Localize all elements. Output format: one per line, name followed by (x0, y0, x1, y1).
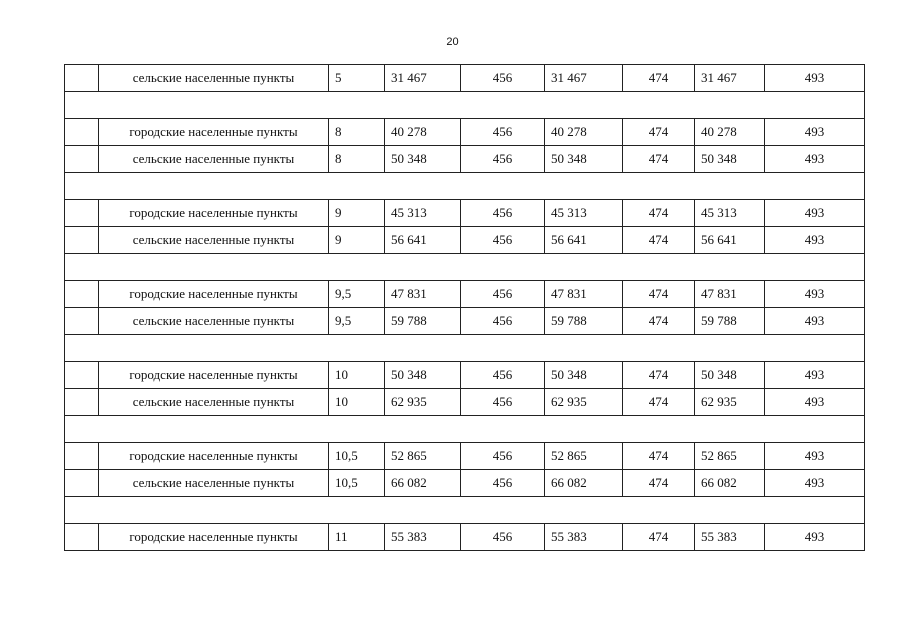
amount-cell-3: 59 788 (695, 308, 765, 335)
amount-cell-1: 50 348 (385, 146, 461, 173)
index-cell (65, 443, 99, 470)
amount-cell-3: 47 831 (695, 281, 765, 308)
code-cell-2: 474 (623, 200, 695, 227)
spacer-row (65, 497, 865, 524)
settlement-type-cell: городские населенные пункты (99, 524, 329, 551)
code-cell-2: 474 (623, 524, 695, 551)
amount-cell-2: 50 348 (545, 146, 623, 173)
code-cell-2: 474 (623, 443, 695, 470)
amount-cell-1: 55 383 (385, 524, 461, 551)
code-cell-3: 493 (765, 389, 865, 416)
settlement-type-cell: городские населенные пункты (99, 362, 329, 389)
code-cell-1: 456 (461, 119, 545, 146)
table-row (65, 443, 865, 470)
amount-cell-2: 45 313 (545, 200, 623, 227)
coefficient-cell: 10 (329, 389, 385, 416)
amount-cell-3: 50 348 (695, 362, 765, 389)
amount-cell-2: 59 788 (545, 308, 623, 335)
coefficient-cell: 9 (329, 227, 385, 254)
amount-cell-1: 66 082 (385, 470, 461, 497)
amount-cell-3: 66 082 (695, 470, 765, 497)
code-cell-1: 456 (461, 200, 545, 227)
code-cell-1: 456 (461, 389, 545, 416)
amount-cell-2: 50 348 (545, 362, 623, 389)
coefficient-cell: 11 (329, 524, 385, 551)
code-cell-2: 474 (623, 362, 695, 389)
coefficient-cell: 10,5 (329, 443, 385, 470)
code-cell-1: 456 (461, 362, 545, 389)
amount-cell-2: 31 467 (545, 65, 623, 92)
code-cell-2: 474 (623, 65, 695, 92)
code-cell-2: 474 (623, 119, 695, 146)
code-cell-2: 474 (623, 389, 695, 416)
code-cell-2: 474 (623, 470, 695, 497)
index-cell (65, 281, 99, 308)
coefficient-cell: 8 (329, 119, 385, 146)
code-cell-3: 493 (765, 200, 865, 227)
amount-cell-3: 56 641 (695, 227, 765, 254)
amount-cell-1: 56 641 (385, 227, 461, 254)
settlement-type-cell: городские населенные пункты (99, 200, 329, 227)
code-cell-1: 456 (461, 146, 545, 173)
code-cell-1: 456 (461, 443, 545, 470)
amount-cell-2: 66 082 (545, 470, 623, 497)
code-cell-1: 456 (461, 281, 545, 308)
tariff-table (64, 64, 865, 551)
index-cell (65, 470, 99, 497)
spacer-row (65, 254, 865, 281)
amount-cell-1: 52 865 (385, 443, 461, 470)
code-cell-1: 456 (461, 227, 545, 254)
code-cell-3: 493 (765, 146, 865, 173)
table-body (65, 65, 865, 551)
index-cell (65, 119, 99, 146)
table-row (65, 308, 865, 335)
amount-cell-2: 62 935 (545, 389, 623, 416)
table-row (65, 524, 865, 551)
table-row (65, 470, 865, 497)
settlement-type-cell: сельские населенные пункты (99, 65, 329, 92)
table-row (65, 119, 865, 146)
index-cell (65, 146, 99, 173)
settlement-type-cell: сельские населенные пункты (99, 308, 329, 335)
amount-cell-3: 62 935 (695, 389, 765, 416)
amount-cell-1: 59 788 (385, 308, 461, 335)
coefficient-cell: 10 (329, 362, 385, 389)
code-cell-2: 474 (623, 227, 695, 254)
code-cell-3: 493 (765, 470, 865, 497)
table-row (65, 200, 865, 227)
code-cell-1: 456 (461, 308, 545, 335)
code-cell-2: 474 (623, 281, 695, 308)
code-cell-3: 493 (765, 308, 865, 335)
index-cell (65, 200, 99, 227)
amount-cell-1: 47 831 (385, 281, 461, 308)
settlement-type-cell: городские населенные пункты (99, 281, 329, 308)
page-number: 20 (446, 36, 459, 48)
amount-cell-1: 40 278 (385, 119, 461, 146)
code-cell-2: 474 (623, 308, 695, 335)
code-cell-2: 474 (623, 146, 695, 173)
settlement-type-cell: сельские населенные пункты (99, 389, 329, 416)
settlement-type-cell: сельские населенные пункты (99, 146, 329, 173)
table-row (65, 227, 865, 254)
amount-cell-3: 40 278 (695, 119, 765, 146)
spacer-cell (65, 173, 865, 200)
coefficient-cell: 9,5 (329, 308, 385, 335)
spacer-cell (65, 254, 865, 281)
spacer-row (65, 416, 865, 443)
amount-cell-1: 31 467 (385, 65, 461, 92)
spacer-cell (65, 416, 865, 443)
spacer-cell (65, 335, 865, 362)
table-row (65, 146, 865, 173)
code-cell-1: 456 (461, 65, 545, 92)
spacer-cell (65, 92, 865, 119)
code-cell-3: 493 (765, 65, 865, 92)
code-cell-3: 493 (765, 443, 865, 470)
amount-cell-1: 62 935 (385, 389, 461, 416)
settlement-type-cell: сельские населенные пункты (99, 470, 329, 497)
code-cell-1: 456 (461, 524, 545, 551)
amount-cell-2: 56 641 (545, 227, 623, 254)
amount-cell-1: 45 313 (385, 200, 461, 227)
amount-cell-3: 45 313 (695, 200, 765, 227)
coefficient-cell: 5 (329, 65, 385, 92)
code-cell-3: 493 (765, 362, 865, 389)
spacer-row (65, 335, 865, 362)
coefficient-cell: 10,5 (329, 470, 385, 497)
settlement-type-cell: сельские населенные пункты (99, 227, 329, 254)
amount-cell-3: 55 383 (695, 524, 765, 551)
coefficient-cell: 8 (329, 146, 385, 173)
settlement-type-cell: городские населенные пункты (99, 119, 329, 146)
spacer-row (65, 92, 865, 119)
code-cell-1: 456 (461, 470, 545, 497)
table-row (65, 65, 865, 92)
amount-cell-3: 50 348 (695, 146, 765, 173)
code-cell-3: 493 (765, 119, 865, 146)
amount-cell-2: 47 831 (545, 281, 623, 308)
code-cell-3: 493 (765, 227, 865, 254)
coefficient-cell: 9 (329, 200, 385, 227)
index-cell (65, 227, 99, 254)
amount-cell-3: 52 865 (695, 443, 765, 470)
amount-cell-2: 52 865 (545, 443, 623, 470)
amount-cell-1: 50 348 (385, 362, 461, 389)
amount-cell-3: 31 467 (695, 65, 765, 92)
index-cell (65, 362, 99, 389)
table-row (65, 389, 865, 416)
spacer-row (65, 173, 865, 200)
amount-cell-2: 55 383 (545, 524, 623, 551)
index-cell (65, 389, 99, 416)
index-cell (65, 65, 99, 92)
index-cell (65, 308, 99, 335)
index-cell (65, 524, 99, 551)
coefficient-cell: 9,5 (329, 281, 385, 308)
table-row (65, 281, 865, 308)
code-cell-3: 493 (765, 281, 865, 308)
amount-cell-2: 40 278 (545, 119, 623, 146)
code-cell-3: 493 (765, 524, 865, 551)
table-row (65, 362, 865, 389)
spacer-cell (65, 497, 865, 524)
settlement-type-cell: городские населенные пункты (99, 443, 329, 470)
